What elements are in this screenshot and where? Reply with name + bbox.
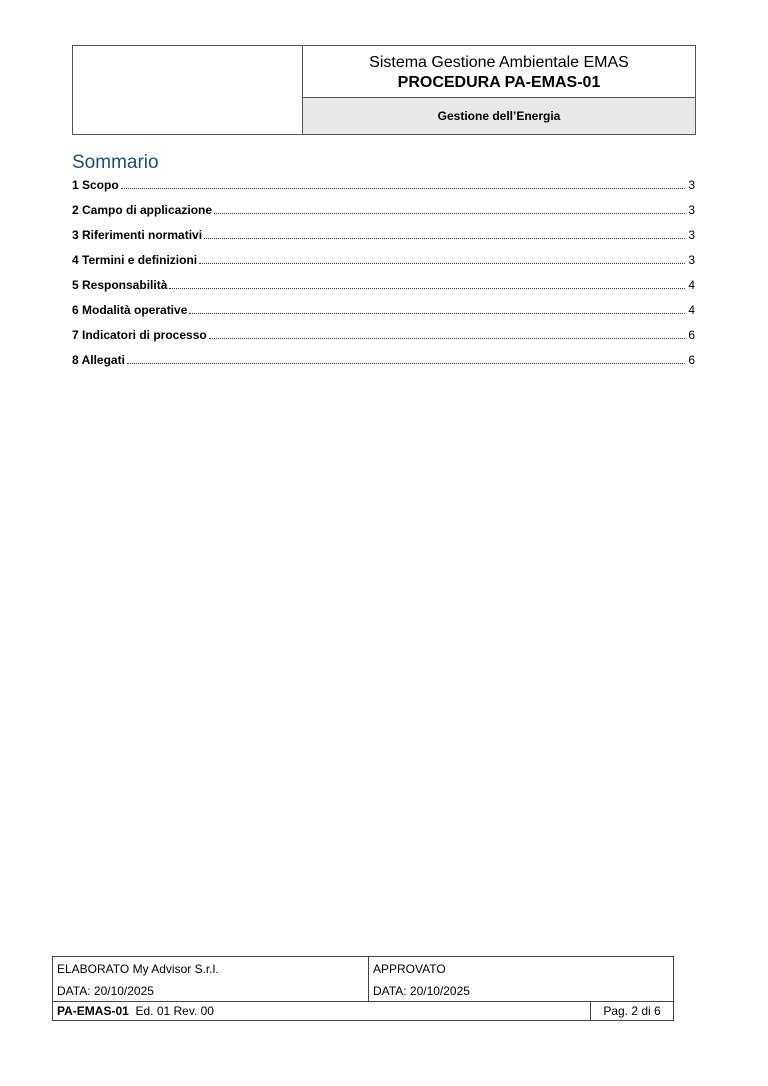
- procedure-title: PROCEDURA PA-EMAS-01: [397, 74, 601, 91]
- toc-entry-responsabilita[interactable]: [72, 278, 695, 303]
- toc-leader-dots: [189, 304, 685, 314]
- toc-entry-page: 3: [688, 203, 695, 217]
- toc-entry-label: 5 Responsabilità: [72, 278, 168, 292]
- toc-entry-page: 4: [688, 278, 695, 292]
- toc-entry-termini[interactable]: [72, 253, 695, 278]
- header-title-cell: [303, 46, 696, 98]
- system-title: Sistema Gestione Ambientale EMAS: [369, 54, 629, 71]
- toc-leader-dots: [209, 329, 686, 339]
- toc-entry-label: 6 Modalità operative: [72, 303, 188, 317]
- footer-code: PA-EMAS-01: [57, 1004, 129, 1018]
- footer-revision-cell: [53, 1002, 591, 1021]
- procedure-subtitle: Gestione dell’Energia: [303, 98, 696, 135]
- toc-entry-page: 3: [688, 178, 695, 192]
- toc-entry-riferimenti[interactable]: [72, 228, 695, 253]
- footer-elaborato-date: DATA: 20/10/2025: [57, 984, 154, 998]
- toc-leader-dots: [121, 179, 686, 189]
- footer-elaborato: ELABORATO My Advisor S.r.l.: [57, 962, 219, 976]
- toc-entry-page: 6: [688, 353, 695, 367]
- toc-heading: Sommario: [72, 152, 159, 173]
- toc-entry-page: 6: [688, 328, 695, 342]
- footer-page-number: Pag. 2 di 6: [591, 1002, 674, 1021]
- toc-entry-label: 3 Riferimenti normativi: [72, 228, 203, 242]
- toc-leader-dots: [204, 229, 685, 239]
- toc-entry-campo[interactable]: [72, 203, 695, 228]
- document-header: [72, 45, 696, 135]
- toc-entry-page: 3: [688, 253, 695, 267]
- toc-entry-indicatori[interactable]: [72, 328, 695, 353]
- toc-entry-scopo[interactable]: [72, 178, 695, 203]
- toc-entry-page: 3: [688, 228, 695, 242]
- toc-entry-label: 7 Indicatori di processo: [72, 328, 207, 342]
- toc-entry-label: 8 Allegati: [72, 353, 125, 367]
- toc-entry-label: 1 Scopo: [72, 178, 119, 192]
- footer-elaborato-cell: [53, 957, 369, 1002]
- footer-edition: Ed. 01 Rev. 00: [135, 1004, 214, 1018]
- document-footer: [52, 956, 674, 1021]
- toc-entry-label: 2 Campo di applicazione: [72, 203, 213, 217]
- footer-approvato-date: DATA: 20/10/2025: [373, 984, 470, 998]
- table-of-contents: [72, 178, 695, 378]
- toc-leader-dots: [214, 204, 685, 214]
- toc-entry-allegati[interactable]: [72, 353, 695, 378]
- toc-leader-dots: [169, 279, 685, 289]
- toc-leader-dots: [127, 354, 685, 364]
- toc-entry-page: 4: [688, 303, 695, 317]
- footer-approvato: APPROVATO: [373, 962, 446, 976]
- footer-approvato-cell: [369, 957, 674, 1002]
- toc-entry-modalita[interactable]: [72, 303, 695, 328]
- toc-leader-dots: [199, 254, 685, 264]
- toc-entry-label: 4 Termini e definizioni: [72, 253, 198, 267]
- logo-area: [73, 46, 303, 135]
